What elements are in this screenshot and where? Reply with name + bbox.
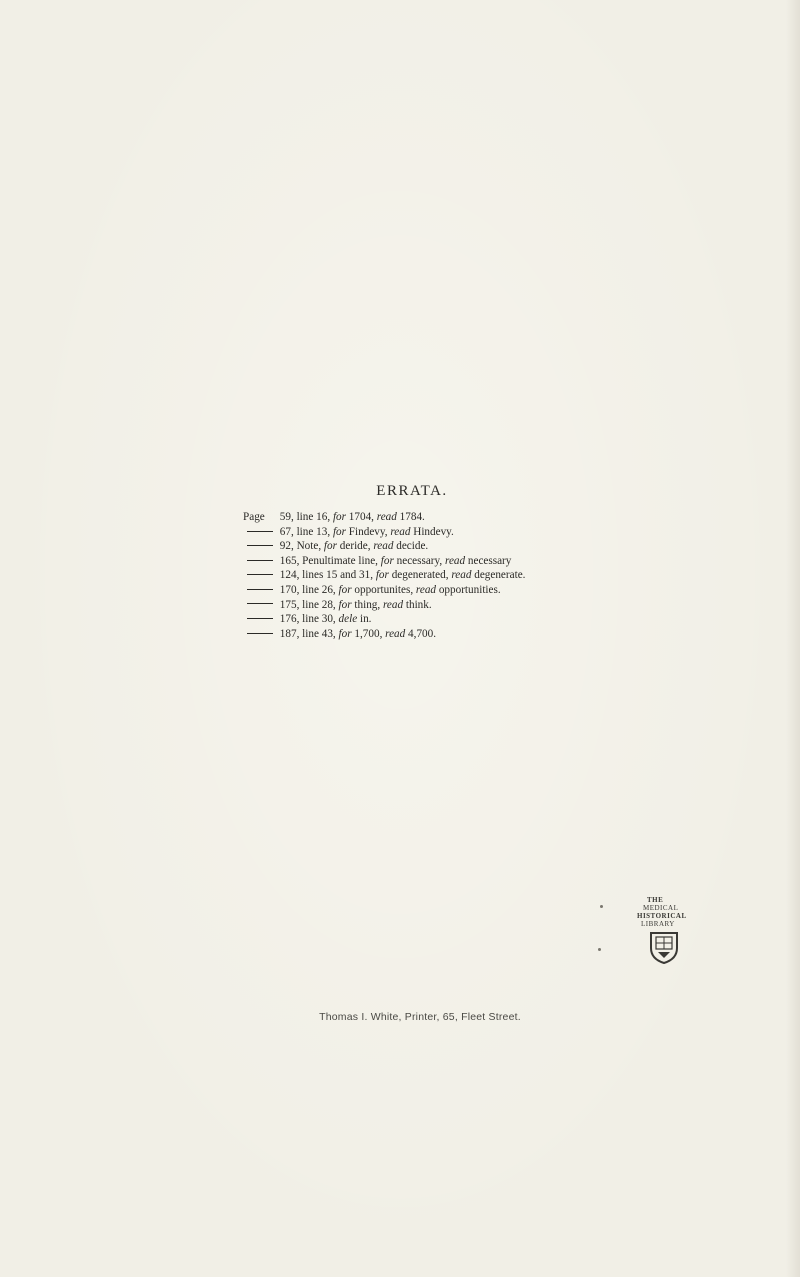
speck-mark: [598, 948, 601, 951]
errata-entry: 92, Note, for deride, read decide.: [243, 539, 573, 554]
errata-entry: 67, line 13, for Findevy, read Hindevy.: [243, 525, 573, 540]
ditto-dash: [247, 560, 273, 561]
errata-entry: Page 59, line 16, for 1704, read 1784.: [243, 511, 425, 523]
ditto-dash: [247, 633, 273, 634]
shield-seal-icon: [649, 930, 679, 964]
errata-list: [243, 510, 573, 641]
ditto-dash: [247, 545, 273, 546]
speck-mark: [600, 905, 603, 908]
stamp-line: LIBRARY: [641, 920, 675, 928]
stamp-line: HISTORICAL: [637, 912, 687, 920]
errata-entry: 124, lines 15 and 31, for degenerated, read degenerate.: [243, 568, 573, 583]
ditto-dash: [247, 531, 273, 532]
ditto-dash: [247, 603, 273, 604]
stamp-line: MEDICAL: [643, 904, 679, 912]
stamp-line: THE: [647, 896, 664, 904]
ditto-dash: [247, 618, 273, 619]
ditto-dash: [247, 589, 273, 590]
page-edge-shadow: [786, 0, 800, 1277]
errata-entry: 170, line 26, for opportunites, read opportunities.: [243, 583, 573, 598]
errata-entry: 187, line 43, for 1,700, read 4,700.: [243, 627, 573, 642]
errata-entry: 176, line 30, dele in.: [243, 612, 573, 627]
errata-section: [243, 483, 573, 641]
errata-title: ERRATA.: [376, 483, 448, 499]
printer-imprint: Thomas I. White, Printer, 65, Fleet Street.: [319, 1011, 521, 1023]
errata-entry: 165, Penultimate line, for necessary, read necessary: [243, 554, 573, 569]
errata-entry: 175, line 28, for thing, read think.: [243, 598, 573, 613]
library-stamp: [633, 896, 703, 966]
ditto-dash: [247, 574, 273, 575]
